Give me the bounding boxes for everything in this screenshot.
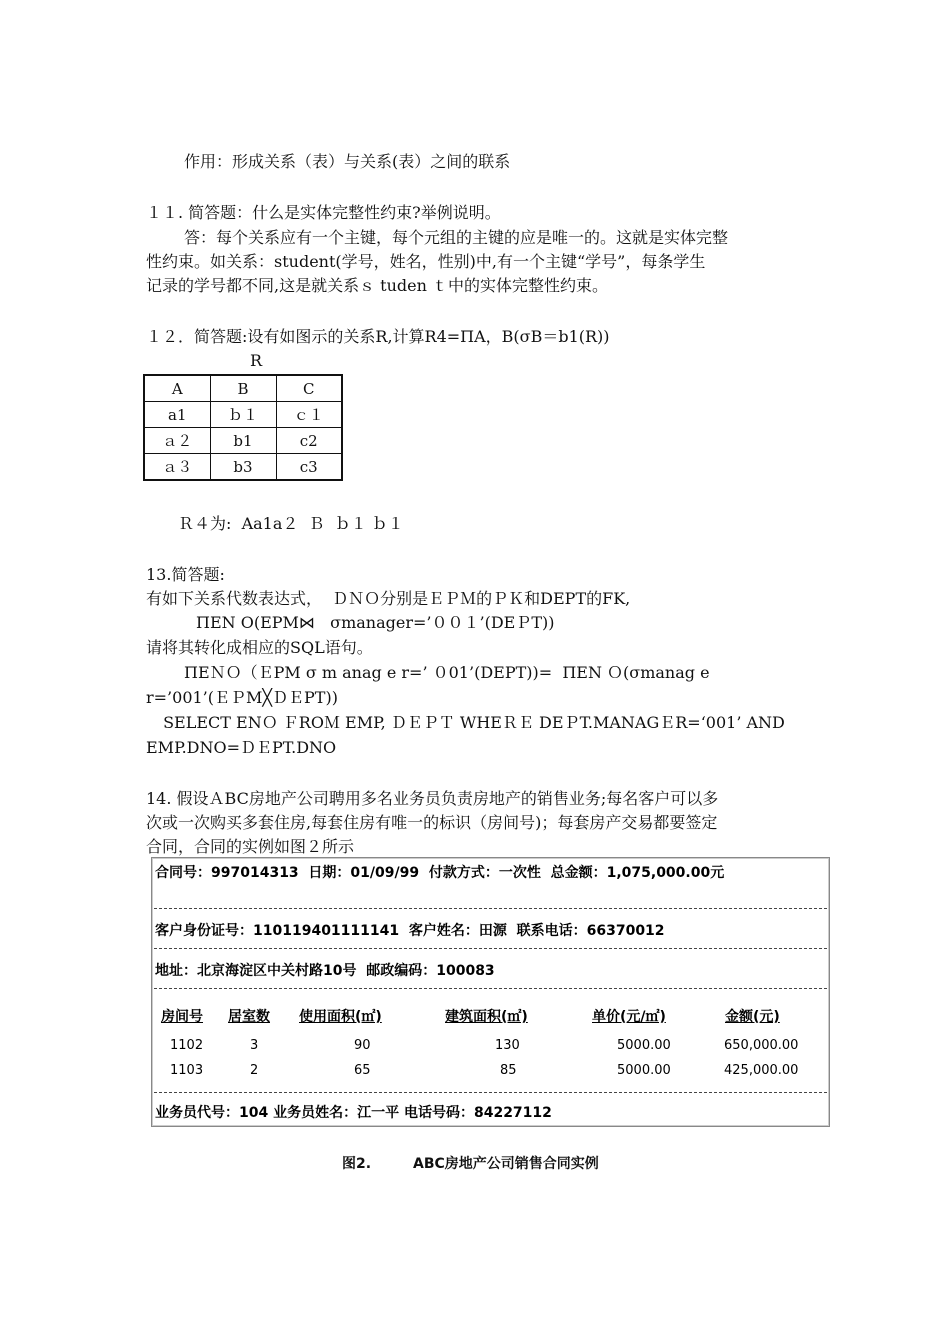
relation-r-table bbox=[143, 374, 343, 481]
table-header-cell: C bbox=[276, 375, 342, 402]
relational-expression: ΠEN O(EPM⋈ σmanager=’００１’(DEＰT)) bbox=[196, 613, 555, 632]
table-cell: 1102 bbox=[170, 1038, 204, 1053]
table-cell: 65 bbox=[354, 1063, 371, 1078]
question-13: 13.简答题: bbox=[146, 565, 225, 584]
table-cell: 3 bbox=[250, 1038, 259, 1053]
expression-transform-2: r=’001’(ＥＰM╳ＤＥPT)) bbox=[146, 688, 338, 707]
table-row bbox=[144, 428, 342, 454]
table-cell: 425,000.00 bbox=[724, 1063, 799, 1078]
r4-result: Ｒ４为: Aa1a２ Ｂ ｂ１ ｂ１ bbox=[178, 514, 404, 533]
question-14-line-3: 合同，合同的实例如图２所示 bbox=[146, 837, 355, 856]
column-header: 居室数 bbox=[228, 1009, 270, 1025]
contract-header-row: 合同号：997014313 日期：01/09/99 付款方式：一次性 总金额：1,075,000.00元 bbox=[155, 865, 725, 881]
expression-transform-1: ΠEＮＯ（ＥPM σ m anag e r=’ ０01’(DEPT))= ΠEN Ｏ(σmanag e bbox=[184, 663, 710, 682]
question-13-line-4: 请将其转化成相应的SQL语句。 bbox=[146, 638, 373, 657]
relation-name: R bbox=[250, 351, 263, 370]
table-cell: 130 bbox=[495, 1038, 520, 1053]
table-cell: ｂ１ bbox=[210, 402, 276, 428]
table-header-cell: A bbox=[144, 375, 210, 402]
table-cell: c3 bbox=[276, 454, 342, 481]
table-cell: 650,000.00 bbox=[724, 1038, 799, 1053]
contract-figure bbox=[151, 857, 830, 1127]
column-header: 金额(元) bbox=[725, 1009, 780, 1025]
customer-row: 客户身份证号：110119401111141 客户姓名：田源 联系电话：66370012 bbox=[155, 923, 665, 939]
table-cell: 5000.00 bbox=[617, 1038, 671, 1053]
column-header: 使用面积(㎡) bbox=[299, 1009, 382, 1025]
table-cell: a1 bbox=[144, 402, 210, 428]
column-header: 单价(元/㎡) bbox=[592, 1009, 666, 1025]
divider bbox=[154, 1092, 827, 1093]
divider bbox=[154, 948, 827, 949]
table-cell: 85 bbox=[500, 1063, 517, 1078]
address-row: 地址：北京海淀区中关村路10号 邮政编码：100083 bbox=[155, 963, 495, 979]
table-row bbox=[144, 454, 342, 481]
question-14-line-1: 14. 假设ＡBC房地产公司聘用多名业务员负责房地产的销售业务;每名客户可以多 bbox=[146, 789, 719, 808]
table-cell: ａ２ bbox=[144, 428, 210, 454]
table-header-row bbox=[144, 375, 342, 402]
question-13-line-2: 有如下关系代数表达式， ＤＮＯ分别是ＥＰＭ的ＰＫ和DEPT的FK, bbox=[146, 589, 631, 608]
divider bbox=[154, 988, 827, 989]
figure-title: ABC房地产公司销售合同实例 bbox=[413, 1156, 599, 1172]
sql-line-1: SELECT ENＯ ＦROＭ EMP, ＤＥＰＴ WHEＲＥ DEＰT.MANAGＥR=‘001’ AND bbox=[158, 713, 785, 732]
column-header: 房间号 bbox=[161, 1009, 203, 1025]
sql-line-2: EMP.DNO=ＤＥPT.DNO bbox=[146, 738, 337, 757]
figure-label: 图2. bbox=[342, 1156, 372, 1172]
divider bbox=[154, 908, 827, 909]
table-cell: c2 bbox=[276, 428, 342, 454]
table-cell: b1 bbox=[210, 428, 276, 454]
table-cell: b3 bbox=[210, 454, 276, 481]
table-cell: 2 bbox=[250, 1063, 259, 1078]
answer-11-line-1: 答：每个关系应有一个主键，每个元组的主键的应是唯一的。这就是实体完整 bbox=[184, 228, 729, 247]
question-14-line-2: 次或一次购买多套住房,每套住房有唯一的标识（房间号)；每套房产交易都要签定 bbox=[146, 813, 718, 832]
table-header-cell: B bbox=[210, 375, 276, 402]
salesperson-row: 业务员代号：104 业务员姓名：江一平 电话号码：84227112 bbox=[155, 1105, 552, 1121]
column-header: 建筑面积(㎡) bbox=[445, 1009, 528, 1025]
table-cell: ｃ１ bbox=[276, 402, 342, 428]
table-cell: 1103 bbox=[170, 1063, 204, 1078]
answer-11-line-3: 记录的学号都不同,这是就关系ｓ tuden ｔ中的实体完整性约束。 bbox=[146, 276, 609, 295]
table-row bbox=[144, 402, 342, 428]
table-cell: ａ３ bbox=[144, 454, 210, 481]
question-11: １１. 简答题：什么是实体完整性约束?举例说明。 bbox=[146, 203, 501, 222]
text-line: 作用：形成关系（表）与关系(表）之间的联系 bbox=[184, 152, 511, 171]
table-cell: 5000.00 bbox=[617, 1063, 671, 1078]
table-cell: 90 bbox=[354, 1038, 371, 1053]
question-12: １２．简答题:设有如图示的关系R,计算R4=ΠA，B(σB＝b1(R)) bbox=[146, 327, 610, 346]
answer-11-line-2: 性约束。如关系：student(学号，姓名，性别)中,有一个主键“学号”，每条学生 bbox=[146, 252, 706, 271]
